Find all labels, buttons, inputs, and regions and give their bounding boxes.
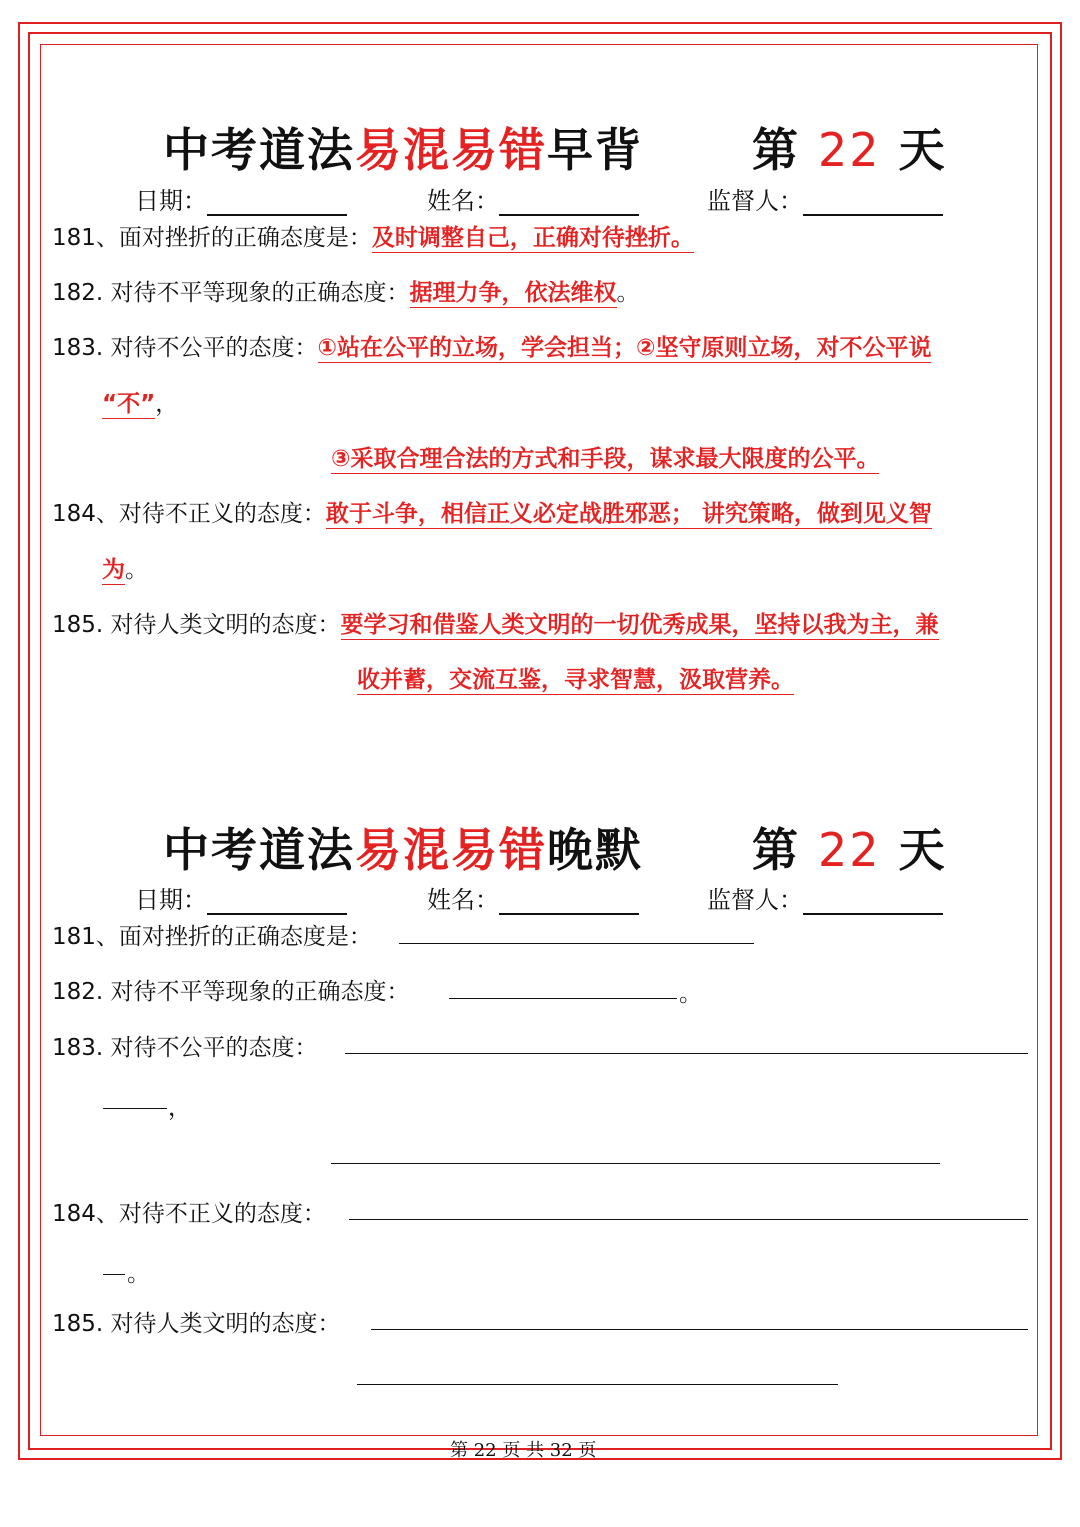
item-answer: 敢于斗争，相信正义必定战胜邪恶； 讲究策略，做到见义智 — [325, 501, 932, 527]
morning-item-184 — [52, 495, 932, 528]
date-blank[interactable] — [207, 913, 347, 915]
answer-blank-183-cont2[interactable] — [331, 1163, 940, 1164]
date-field — [135, 181, 347, 216]
item-answer: 据理力争，依法维权 — [409, 280, 617, 306]
day-number: 22 — [818, 823, 881, 877]
evening-title — [163, 814, 643, 880]
item-end: ， — [155, 391, 179, 417]
item-label: 182. 对待不平等现象的正确态度： — [52, 280, 410, 306]
title-prefix: 中考道法 — [163, 823, 355, 877]
item-label: 184、对待不正义的态度： — [52, 501, 326, 527]
item-answer: ③采取合理合法的方式和手段，谋求最大限度的公平。 — [331, 446, 880, 472]
page-footer: 第 22 页 共 32 页 — [450, 1440, 597, 1461]
item-label: 181、面对挫折的正确态度是： — [52, 924, 372, 950]
answer-blank-185[interactable] — [371, 1329, 1028, 1330]
evening-item-181 — [52, 918, 372, 951]
answer-blank-182[interactable] — [449, 998, 677, 999]
morning-item-183 — [52, 329, 931, 362]
item-answer: ①站在公平的立场，学会担当；②坚守原则立场，对不公平说 — [317, 335, 932, 361]
answer-blank-183-cont[interactable] — [103, 1108, 167, 1109]
morning-item-182 — [52, 274, 640, 307]
name-blank[interactable] — [499, 913, 639, 915]
title-suffix: 早背 — [547, 123, 643, 177]
morning-item-181 — [52, 219, 694, 252]
day-prefix: 第 — [752, 123, 800, 177]
item-answer: 及时调整自己，正确对待挫折。 — [371, 225, 694, 251]
day-suffix: 天 — [898, 823, 947, 877]
supervisor-blank[interactable] — [803, 913, 943, 915]
supervisor-label: 监督人： — [707, 187, 803, 215]
date-label: 日期： — [135, 187, 207, 215]
evening-item-184 — [52, 1195, 326, 1228]
title-highlight: 易混易错 — [355, 123, 547, 177]
date-field — [135, 880, 347, 915]
title-suffix: 晚默 — [547, 823, 643, 877]
name-label: 姓名： — [427, 187, 499, 215]
item-label: 181、面对挫折的正确态度是： — [52, 225, 372, 251]
evening-item-185 — [52, 1305, 341, 1338]
supervisor-field — [707, 181, 943, 216]
item-label: 182. 对待不平等现象的正确态度： — [52, 979, 410, 1005]
answer-blank-183[interactable] — [345, 1053, 1028, 1054]
item-label: 184、对待不正义的态度： — [52, 1201, 326, 1227]
item-answer: 为 — [102, 557, 125, 583]
item-label: 185. 对待人类文明的态度： — [52, 612, 341, 638]
item-answer: 要学习和借鉴人类文明的一切优秀成果，坚持以我为主，兼 — [340, 612, 939, 638]
item-label: 183. 对待不公平的态度： — [52, 335, 318, 361]
morning-day — [752, 114, 947, 180]
evening-item-182 — [52, 973, 410, 1006]
item-end: 。 — [616, 280, 640, 306]
supervisor-label: 监督人： — [707, 886, 803, 914]
evening-item-183 — [52, 1029, 318, 1062]
morning-item-185 — [52, 606, 939, 639]
morning-title — [163, 114, 643, 180]
answer-blank-184-cont[interactable] — [103, 1274, 125, 1275]
morning-item-185-cont — [357, 661, 794, 694]
day-prefix: 第 — [752, 823, 800, 877]
name-field — [427, 181, 639, 216]
name-blank[interactable] — [499, 214, 639, 216]
item-answer: “不” — [102, 391, 156, 417]
item-label: 183. 对待不公平的态度： — [52, 1035, 318, 1061]
date-label: 日期： — [135, 886, 207, 914]
evening-day — [752, 814, 947, 880]
item-end: 。 — [127, 1261, 150, 1287]
answer-blank-185-cont[interactable] — [357, 1384, 838, 1385]
item-end: 。 — [125, 557, 148, 583]
title-prefix: 中考道法 — [163, 123, 355, 177]
supervisor-blank[interactable] — [803, 214, 943, 216]
morning-item-184-cont — [102, 551, 148, 584]
day-suffix: 天 — [898, 123, 947, 177]
title-highlight: 易混易错 — [355, 823, 547, 877]
name-field — [427, 880, 639, 915]
date-blank[interactable] — [207, 214, 347, 216]
item-end: ， — [168, 1095, 191, 1121]
name-label: 姓名： — [427, 886, 499, 914]
morning-item-183-cont — [102, 385, 178, 418]
item-answer: 收并蓄，交流互鉴，寻求智慧，汲取营养。 — [357, 667, 794, 693]
day-number: 22 — [818, 123, 881, 177]
answer-blank-181[interactable] — [399, 943, 754, 944]
item-label: 185. 对待人类文明的态度： — [52, 1311, 341, 1337]
item-end: 。 — [679, 981, 702, 1007]
morning-item-183-cont2 — [331, 440, 879, 473]
answer-blank-184[interactable] — [349, 1219, 1028, 1220]
supervisor-field — [707, 880, 943, 915]
